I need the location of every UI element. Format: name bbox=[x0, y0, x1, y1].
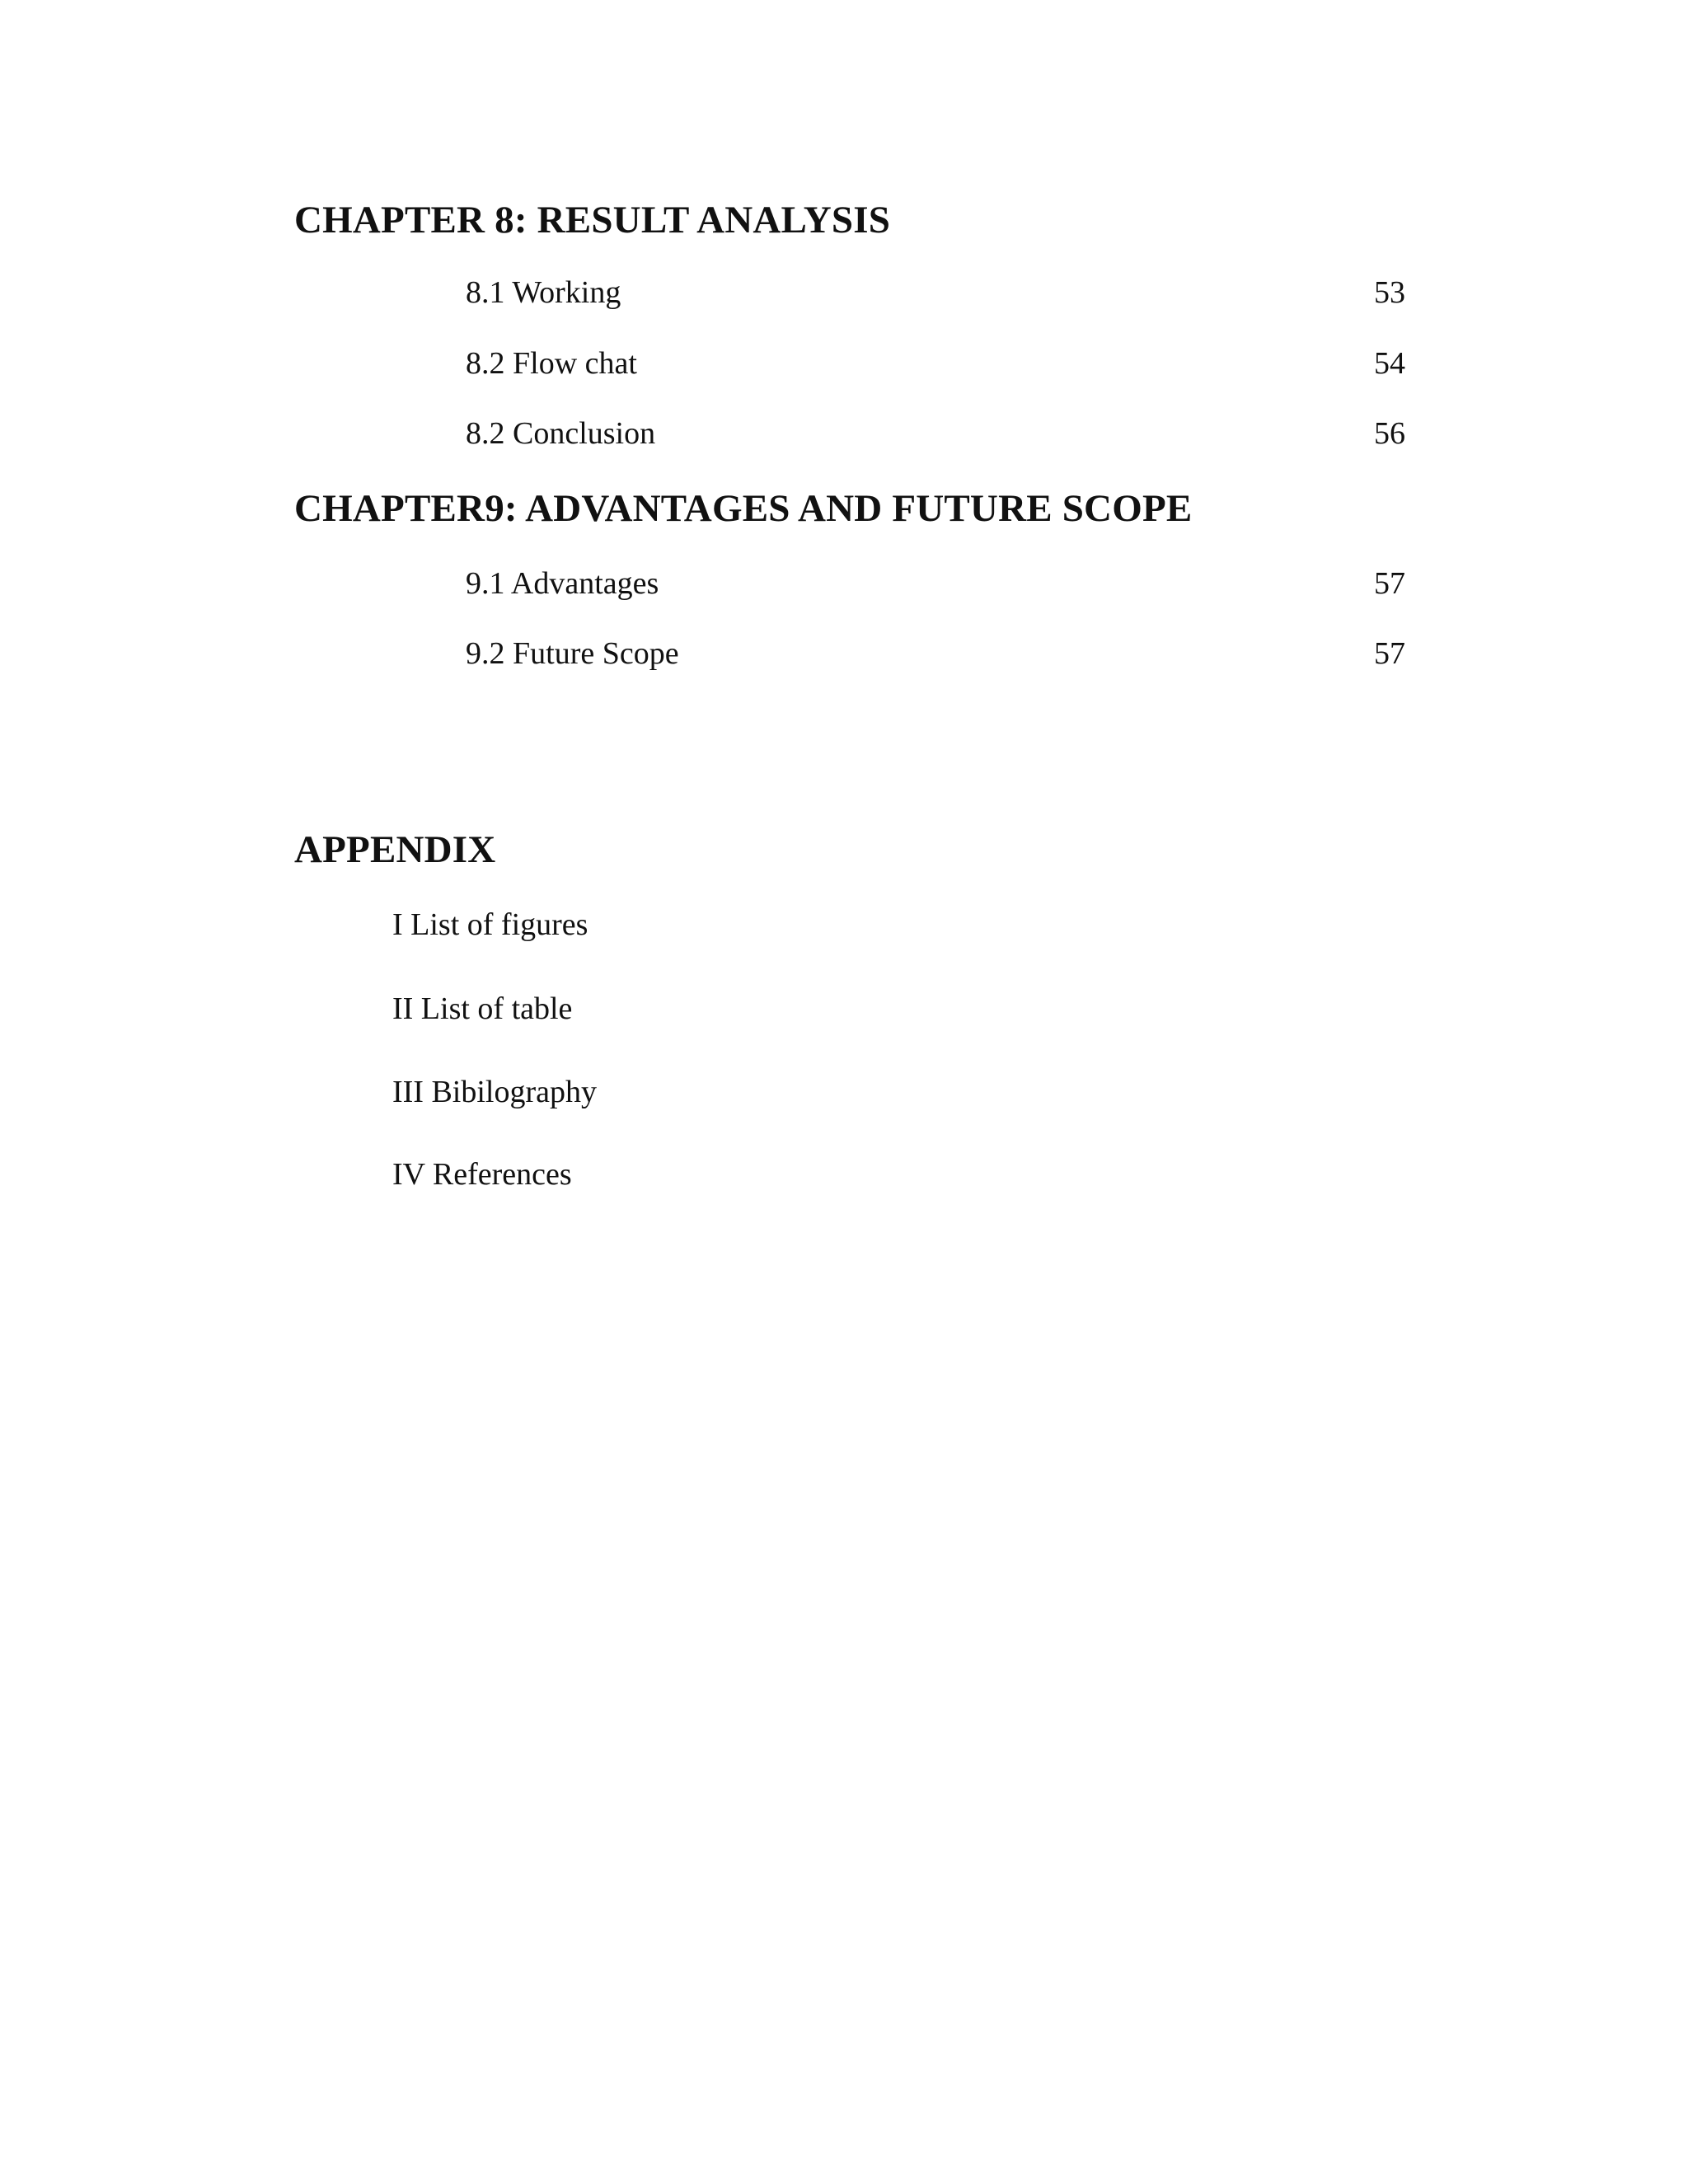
toc-entry-8-3 bbox=[466, 413, 1405, 454]
toc-entry-title: 9.1 Advantages bbox=[466, 566, 659, 601]
appendix-heading: APPENDIX bbox=[294, 828, 496, 871]
toc-entry-page-number: 56 bbox=[1374, 416, 1405, 451]
appendix-item-references: IV References bbox=[392, 1157, 572, 1192]
toc-entry-title: 9.2 Future Scope bbox=[466, 636, 679, 671]
toc-entry-8-2 bbox=[466, 343, 1405, 384]
toc-entry-title: 8.1 Working bbox=[466, 275, 621, 310]
toc-entry-page-number: 53 bbox=[1374, 275, 1405, 310]
toc-entry-page-number: 57 bbox=[1374, 566, 1405, 601]
toc-entry-title: 8.2 Conclusion bbox=[466, 416, 656, 451]
chapter-9-heading: CHAPTER9: ADVANTAGES AND FUTURE SCOPE bbox=[294, 487, 1193, 530]
toc-entry-9-1 bbox=[466, 563, 1405, 604]
toc-entry-8-1 bbox=[466, 272, 1405, 313]
appendix-item-bibliography: III Bibilography bbox=[392, 1075, 598, 1109]
toc-entry-9-2 bbox=[466, 633, 1405, 674]
toc-entry-page-number: 57 bbox=[1374, 636, 1405, 671]
toc-entry-page-number: 54 bbox=[1374, 346, 1405, 381]
chapter-8-heading: CHAPTER 8: RESULT ANALYSIS bbox=[294, 199, 891, 241]
toc-entry-title: 8.2 Flow chat bbox=[466, 346, 637, 381]
appendix-item-list-of-figures: I List of figures bbox=[392, 907, 588, 942]
appendix-item-list-of-table: II List of table bbox=[392, 991, 573, 1026]
